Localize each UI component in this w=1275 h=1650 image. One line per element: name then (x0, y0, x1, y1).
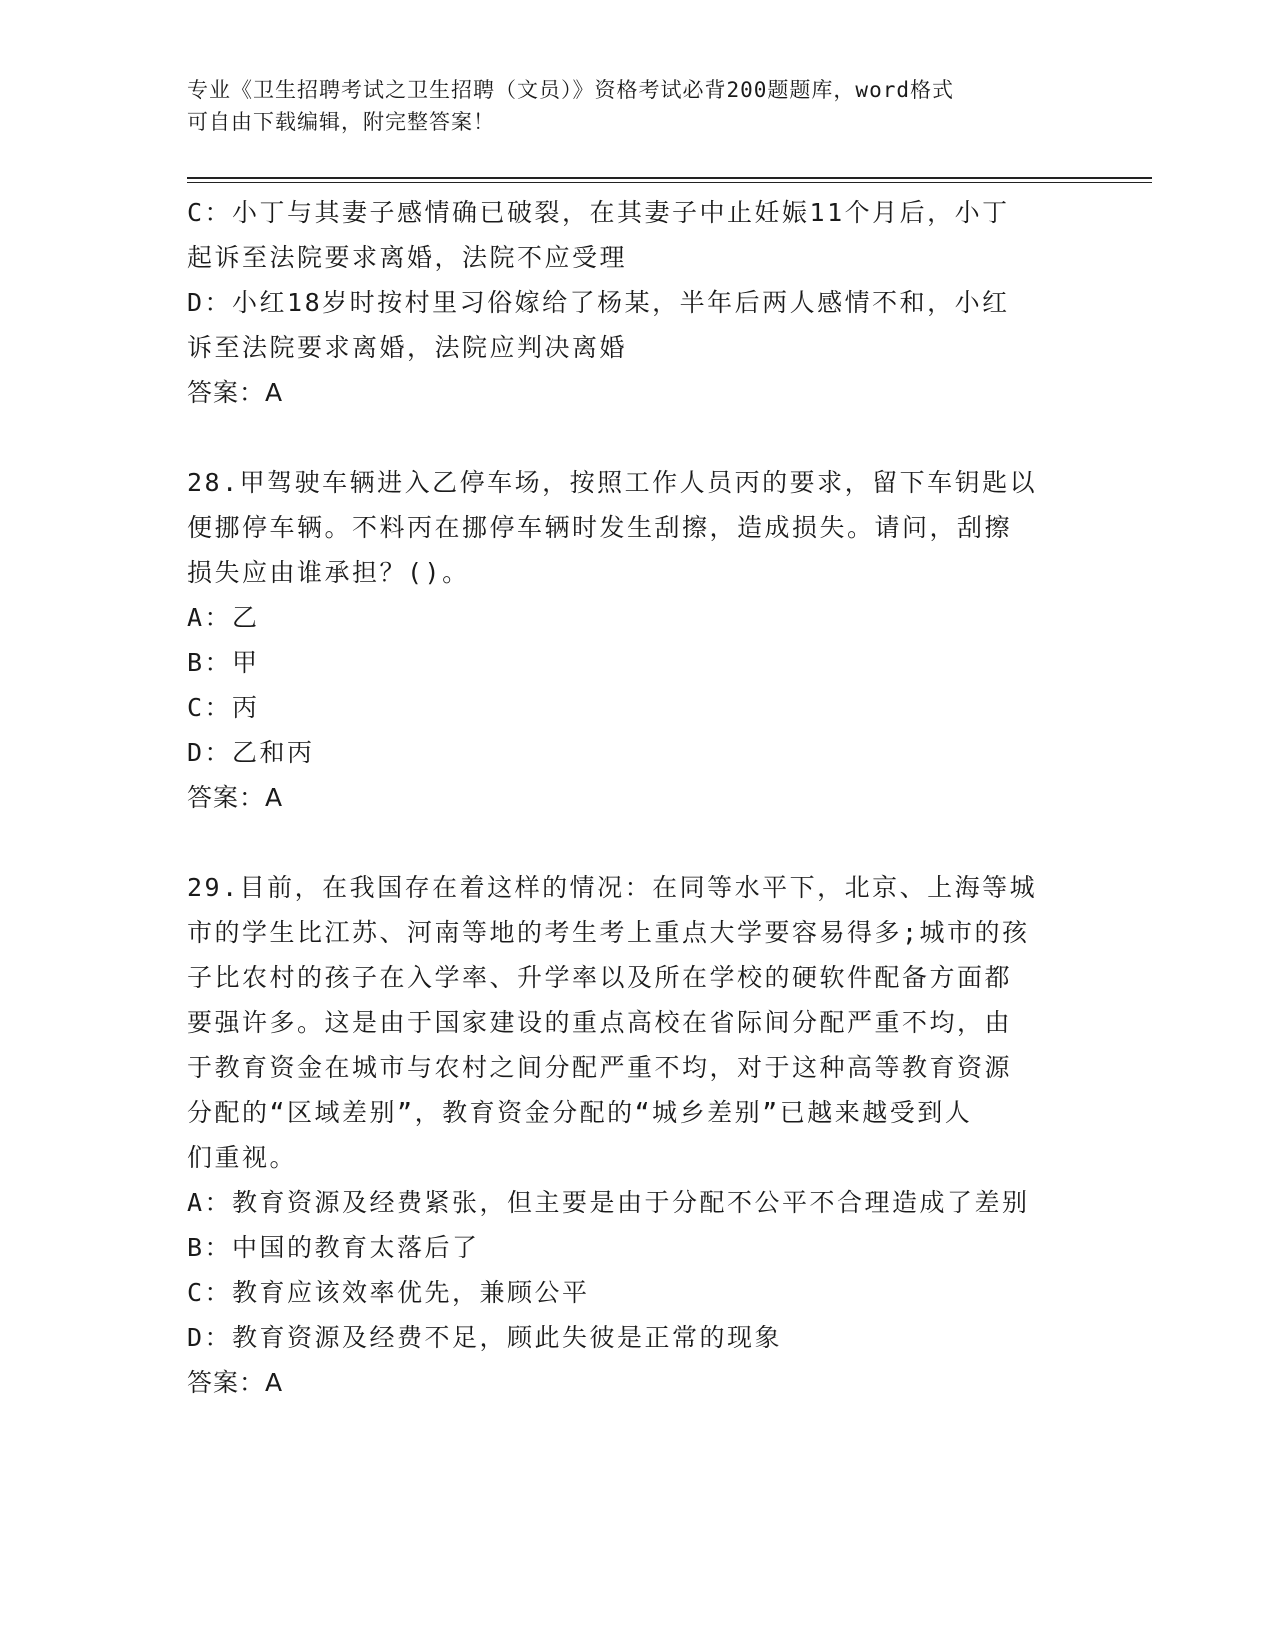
question-27-tail (187, 190, 1087, 415)
answer-line: 答案：A (187, 783, 284, 812)
question-stem-line: 损失应由谁承担？()。 (187, 558, 470, 587)
header-rule-thin (187, 182, 1152, 183)
option-a: A：乙 (187, 603, 260, 632)
question-stem-line: 们重视。 (187, 1143, 298, 1172)
question-28 (187, 460, 1087, 820)
header-rule-thick (187, 177, 1152, 179)
question-stem-line: 要强许多。这是由于国家建设的重点高校在省际间分配严重不均，由 (187, 1008, 1013, 1037)
answer-line: 答案：A (187, 378, 284, 407)
answer-line: 答案：A (187, 1368, 284, 1397)
option-a: A：教育资源及经费紧张，但主要是由于分配不公平不合理造成了差别 (187, 1188, 1030, 1217)
question-29 (187, 865, 1087, 1405)
option-d: D：教育资源及经费不足，顾此失彼是正常的现象 (187, 1323, 783, 1352)
question-stem-line: 29.目前，在我国存在着这样的情况：在同等水平下，北京、上海等城 (187, 873, 1038, 902)
header-line-2: 可自由下载编辑，附完整答案！ (187, 110, 495, 134)
header-line-1: 专业《卫生招聘考试之卫生招聘（文员）》资格考试必背200题题库，word格式 (187, 78, 954, 102)
option-b: B：甲 (187, 648, 260, 677)
option-c-line: C：小丁与其妻子感情确已破裂，在其妻子中止妊娠11个月后，小丁 (187, 198, 1010, 227)
option-b: B：中国的教育太落后了 (187, 1233, 480, 1262)
question-stem-line: 28.甲驾驶车辆进入乙停车场，按照工作人员丙的要求，留下车钥匙以 (187, 468, 1038, 497)
document-header (187, 74, 1067, 138)
document-body (187, 190, 1087, 1405)
question-stem-line: 市的学生比江苏、河南等地的考生考上重点大学要容易得多;城市的孩 (187, 918, 1030, 947)
question-stem-line: 于教育资金在城市与农村之间分配严重不均，对于这种高等教育资源 (187, 1053, 1013, 1082)
option-d-line: D：小红18岁时按村里习俗嫁给了杨某，半年后两人感情不和，小红 (187, 288, 1010, 317)
spacer (187, 820, 1087, 865)
spacer (187, 415, 1087, 460)
option-d-line: 诉至法院要求离婚，法院应判决离婚 (187, 333, 628, 362)
question-stem-line: 子比农村的孩子在入学率、升学率以及所在学校的硬软件配备方面都 (187, 963, 1013, 992)
question-stem-line: 便挪停车辆。不料丙在挪停车辆时发生刮擦，造成损失。请问，刮擦 (187, 513, 1013, 542)
option-d: D：乙和丙 (187, 738, 315, 767)
option-c: C：丙 (187, 693, 260, 722)
option-c: C：教育应该效率优先，兼顾公平 (187, 1278, 590, 1307)
question-stem-line: 分配的“区域差别”，教育资金分配的“城乡差别”已越来越受到人 (187, 1098, 973, 1127)
option-c-line: 起诉至法院要求离婚，法院不应受理 (187, 243, 628, 272)
